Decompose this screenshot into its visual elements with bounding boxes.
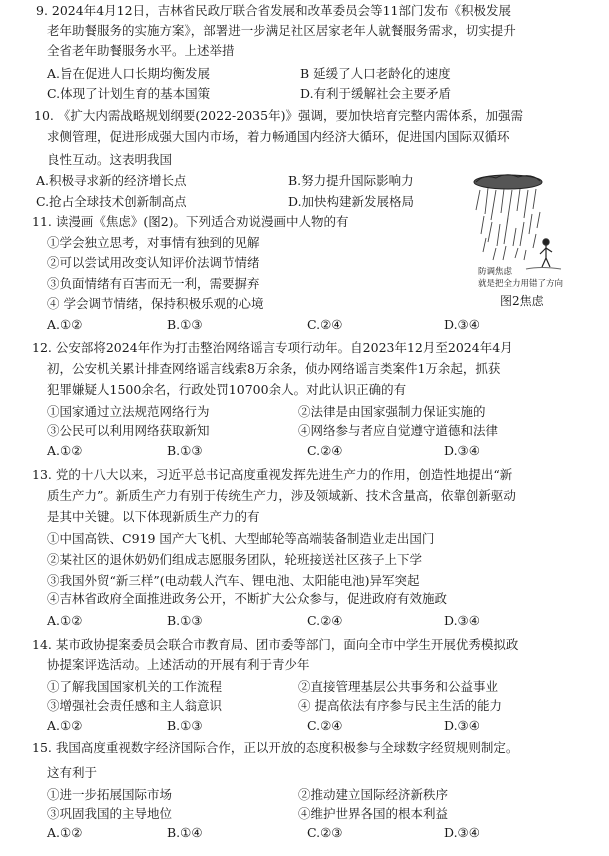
q13-item-3: ③我国外贸“新三样”(电动载人汽车、锂电池、太阳能电池)异军突起 <box>47 573 420 588</box>
cartoon-caption-line-1: 防调焦虑 <box>478 267 513 277</box>
q13-item-4: ④吉林省政府全面推进政务公开，不断扩大公众参与，促进政府有效施政 <box>47 591 448 606</box>
q14-item-4: ④ 提高依法有序参与民主生活的能力 <box>298 698 502 713</box>
q9-option-b: B 延缓了人口老龄化的速度 <box>300 66 451 81</box>
q14-option-d: D.③④ <box>444 718 480 733</box>
q11-item-2: ②可以尝试用改变认知评价法调节情绪 <box>47 255 260 270</box>
q12-option-b: B.①③ <box>167 443 203 458</box>
q14-stem-line-1: 14. 某市政协提案委员会联合市教育局、团市委等部门，面向全市中学生开展优秀模拟政 <box>32 637 519 652</box>
q12-item-3: ③公民可以利用网络获取新知 <box>47 423 210 438</box>
q14-item-3: ③增强社会责任感和主人翁意识 <box>47 698 223 713</box>
q13-option-b: B.①③ <box>167 613 203 628</box>
q10-stem-line-1: 10. 《扩大内需战略规划纲要(2022-2035年)》强调，要加快培育完整内需体系，加强需 <box>34 108 523 123</box>
q12-stem-line-3: 犯罪嫌疑人1500余名，行政处罚10700余人。对此认识正确的有 <box>47 382 407 397</box>
q10-stem-line-3: 良性互动。这表明我国 <box>47 152 173 167</box>
q11-option-d: D.③④ <box>444 317 480 332</box>
q9-stem-line-1: 9. 2024年4月12日，吉林省民政厅联合省发展和改革委员会等11部门发布《积极发展 <box>36 3 511 18</box>
q9-option-a: A.旨在促进人口长期均衡发展 <box>47 66 211 81</box>
q11-item-4: ④ 学会调节情绪，保持积极乐观的心境 <box>47 296 264 311</box>
cartoon-caption-line-2: 就是把全力用错了方向 <box>478 279 564 289</box>
q15-item-3: ③巩固我国的主导地位 <box>47 806 173 821</box>
q14-option-b: B.①③ <box>167 718 203 733</box>
q15-option-c: C.②③ <box>307 825 343 840</box>
q9-option-c: C.体现了计划生育的基本国策 <box>47 86 211 101</box>
q12-item-4: ④网络参与者应自觉遵守道德和法律 <box>298 423 499 438</box>
q11-option-a: A.①② <box>47 317 83 332</box>
q11-item-3: ③负面情绪有百害而无一利，需要摒弃 <box>47 276 260 291</box>
q13-option-c: C.②④ <box>307 613 343 628</box>
q9-stem-line-3: 全省老年助餐服务水平。上述举措 <box>47 43 235 58</box>
figure-caption: 图2焦虑 <box>500 294 544 308</box>
q10-option-a: A.积极寻求新的经济增长点 <box>36 173 187 188</box>
q15-stem-line-1: 15. 我国高度重视数字经济国际合作，正以开放的态度积极参与全球数字经贸规则制定。 <box>32 740 519 755</box>
q10-option-c: C.抢占全球技术创新制高点 <box>36 194 187 209</box>
q14-option-a: A.①② <box>47 718 83 733</box>
q12-option-d: D.③④ <box>444 443 480 458</box>
q15-option-d: D.③④ <box>444 825 480 840</box>
q12-option-c: C.②④ <box>307 443 343 458</box>
q10-option-d: D.加快构建新发展格局 <box>288 194 415 209</box>
q15-item-2: ②推动建立国际经济新秩序 <box>298 787 449 802</box>
q12-stem-line-1: 12. 公安部将2024年作为打击整治网络谣言专项行动年。自2023年12月至2024年4月 <box>32 340 513 355</box>
q12-stem-line-2: 初，公安机关累计排查网络谣言线索8万余条，侦办网络谣言类案件1万余起，抓获 <box>47 361 501 376</box>
q10-stem-line-2: 求侧管理，促进形成强大国内市场，着力畅通国内经济大循环，促进国内国际双循环 <box>47 129 510 144</box>
q15-option-a: A.①② <box>47 825 83 840</box>
q11-option-b: B.①③ <box>167 317 203 332</box>
q13-stem-line-2: 质生产力”。新质生产力有别于传统生产力，涉及领域新、技术含量高，依靠创新驱动 <box>47 488 516 503</box>
q13-item-1: ①中国高铁、C919 国产大飞机、大型邮轮等高端装备制造业走出国门 <box>47 531 435 546</box>
q12-item-2: ②法律是由国家强制力保证实施的 <box>298 404 486 419</box>
q14-option-c: C.②④ <box>307 718 343 733</box>
q15-item-1: ①进一步拓展国际市场 <box>47 787 173 802</box>
q9-option-d: D.有利于缓解社会主要矛盾 <box>300 86 452 101</box>
q14-stem-line-2: 协提案评选活动。上述活动的开展有利于青少年 <box>47 657 310 672</box>
q15-option-b: B.①④ <box>167 825 203 840</box>
q15-item-4: ④维护世界各国的根本利益 <box>298 806 449 821</box>
q13-option-d: D.③④ <box>444 613 480 628</box>
q10-option-b: B.努力提升国际影响力 <box>288 173 414 188</box>
q12-option-a: A.①② <box>47 443 83 458</box>
q13-stem-line-3: 是其中关键。以下体现新质生产力的有 <box>47 509 260 524</box>
q13-stem-line-1: 13. 党的十八大以来，习近平总书记高度重视发挥先进生产力的作用，创造性地提出“新 <box>32 467 513 482</box>
q9-stem-line-2: 老年助餐服务的实施方案》，部署进一步满足社区居家老年人就餐服务需求，切实提升 <box>47 23 516 38</box>
q11-option-c: C.②④ <box>307 317 343 332</box>
q14-item-2: ②直接管理基层公共事务和公益事业 <box>298 679 499 694</box>
q13-option-a: A.①② <box>47 613 83 628</box>
q14-item-1: ①了解我国国家机关的工作流程 <box>47 679 223 694</box>
q12-item-1: ①国家通过立法规范网络行为 <box>47 404 210 419</box>
q11-item-1: ①学会独立思考，对事情有独到的见解 <box>47 235 260 250</box>
q13-item-2: ②某社区的退休奶奶们组成志愿服务团队，轮班接送社区孩子上下学 <box>47 552 423 567</box>
q11-stem: 11. 读漫画《焦虑》(图2)。下列适合劝说漫画中人物的有 <box>32 214 349 229</box>
q15-stem-line-2: 这有利于 <box>47 765 98 780</box>
